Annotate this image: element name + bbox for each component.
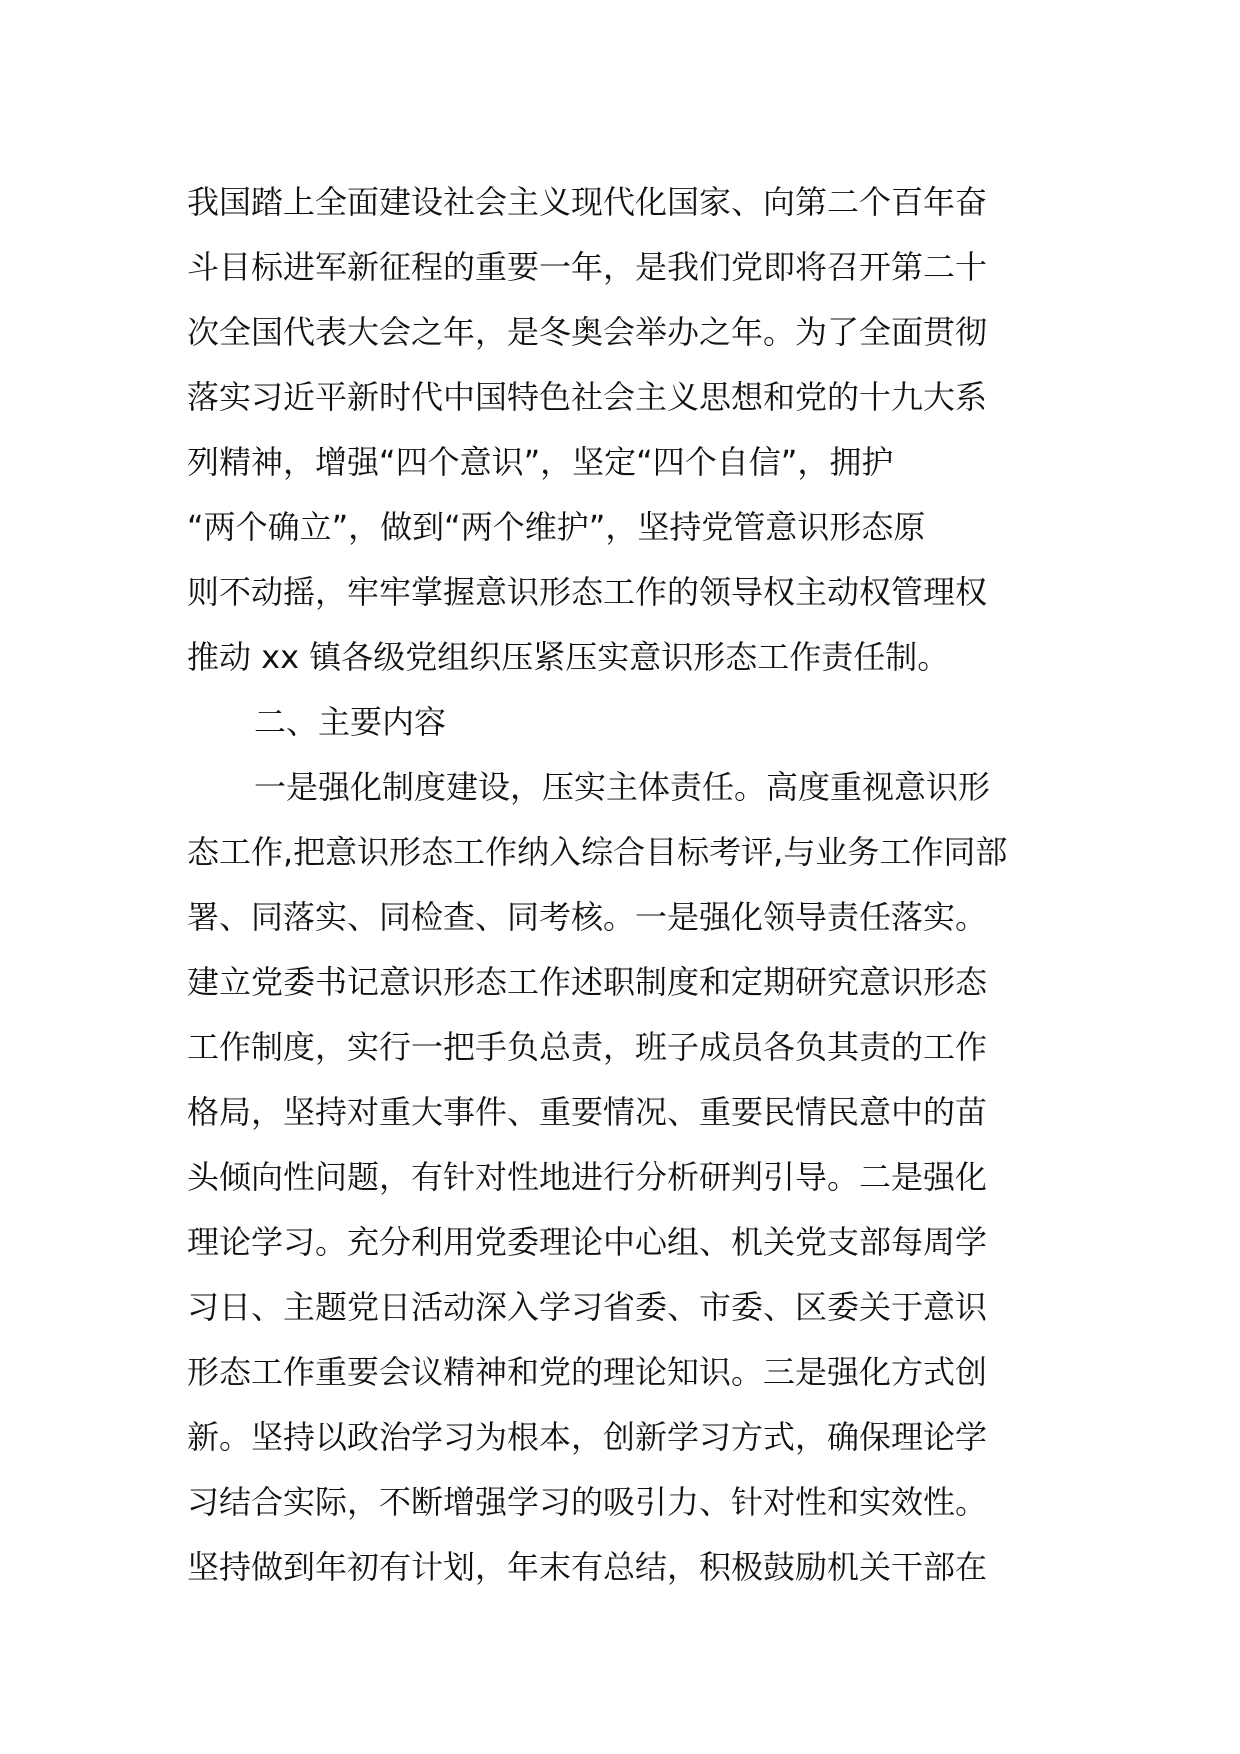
paragraph-line-10: 一是强化制度建设，压实主体责任。高度重视意识形 bbox=[254, 768, 991, 806]
paragraph-line-20: 新。坚持以政治学习为根本，创新学习方式，确保理论学 bbox=[187, 1418, 988, 1456]
paragraph-line-6: “两个确立”，做到“两个维护”，坚持党管意识形态原 bbox=[187, 508, 926, 546]
paragraph-line-7: 则不动摇，牢牢掌握意识形态工作的领导权主动权管理权 bbox=[187, 573, 988, 611]
paragraph-line-16: 头倾向性问题，有针对性地进行分析研判引导。二是强化 bbox=[187, 1158, 988, 1196]
paragraph-line-11: 态工作,把意识形态工作纳入综合目标考评,与业务工作同部 bbox=[187, 833, 1008, 871]
section-heading: 二、主要内容 bbox=[254, 703, 447, 741]
paragraph-line-5: 列精神，增强“四个意识”，坚定“四个自信”，拥护 bbox=[187, 443, 894, 481]
document-body bbox=[187, 170, 1055, 1600]
paragraph-line-2: 斗目标进军新征程的重要一年，是我们党即将召开第二十 bbox=[187, 248, 988, 286]
paragraph-line-14: 工作制度，实行一把手负总责，班子成员各负其责的工作 bbox=[187, 1028, 988, 1066]
paragraph-line-18: 习日、主题党日活动深入学习省委、市委、区委关于意识 bbox=[187, 1288, 988, 1326]
paragraph-line-13: 建立党委书记意识形态工作述职制度和定期研究意识形态 bbox=[187, 963, 988, 1001]
paragraph-line-3: 次全国代表大会之年，是冬奥会举办之年。为了全面贯彻 bbox=[187, 313, 988, 351]
paragraph-line-12: 署、同落实、同检查、同考核。一是强化领导责任落实。 bbox=[187, 898, 988, 936]
paragraph-line-1: 我国踏上全面建设社会主义现代化国家、向第二个百年奋 bbox=[187, 183, 988, 221]
paragraph-line-4: 落实习近平新时代中国特色社会主义思想和党的十九大系 bbox=[187, 378, 988, 416]
paragraph-line-17: 理论学习。充分利用党委理论中心组、机关党支部每周学 bbox=[187, 1223, 988, 1261]
paragraph-line-8: 推动 xx 镇各级党组织压紧压实意识形态工作责任制。 bbox=[187, 638, 950, 676]
paragraph-line-15: 格局，坚持对重大事件、重要情况、重要民情民意中的苗 bbox=[187, 1093, 988, 1131]
paragraph-line-19: 形态工作重要会议精神和党的理论知识。三是强化方式创 bbox=[187, 1353, 988, 1391]
paragraph-line-21: 习结合实际，不断增强学习的吸引力、针对性和实效性。 bbox=[187, 1483, 988, 1521]
paragraph-line-22: 坚持做到年初有计划，年末有总结，积极鼓励机关干部在 bbox=[187, 1548, 988, 1586]
